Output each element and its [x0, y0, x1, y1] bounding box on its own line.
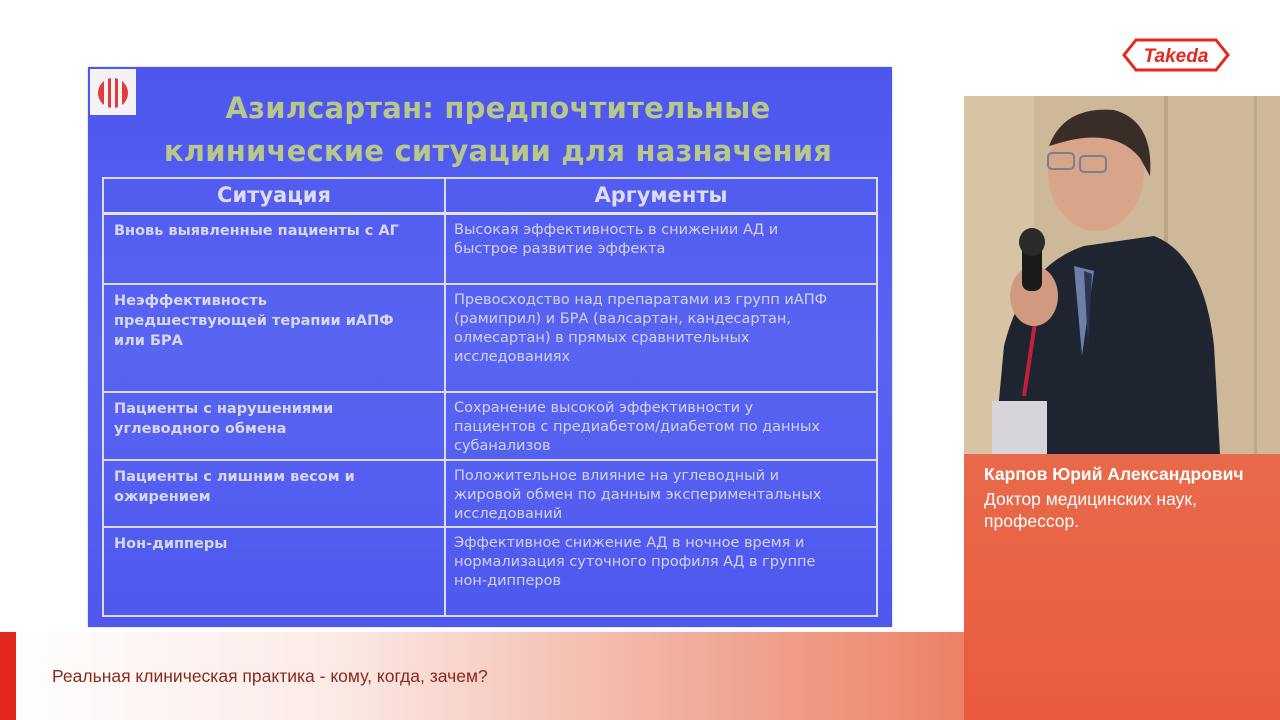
situation-cell: Вновь выявленные пациенты с АГ — [114, 223, 399, 239]
table-column-divider — [444, 179, 446, 615]
situation-cell: Пациенты с нарушениями углеводного обмена — [114, 401, 334, 437]
title-bar-accent — [0, 632, 16, 720]
speaker-name: Карпов Юрий Александрович — [984, 464, 1244, 484]
takeda-logo — [1118, 36, 1234, 74]
table-row — [104, 393, 876, 461]
lecture-title: Реальная клиническая практика - кому, когда, зачем? — [52, 666, 488, 686]
situation-cell: Неэффективность предшествующей терапии иАПФ или БРА — [114, 293, 394, 349]
argument-cell: Сохранение высокой эффективности у пациентов с предиабетом/диабетом по данных субанализов — [454, 400, 820, 454]
speaker-role: Доктор медицинских наук, профессор. — [984, 489, 1197, 531]
argument-cell: Высокая эффективность в снижении АД и быстрое развитие эффекта — [454, 222, 779, 257]
situations-table — [102, 177, 878, 617]
speaker-video — [964, 96, 1280, 454]
argument-cell: Превосходство над препаратами из групп иАПФ (рамиприл) и БРА (валсартан, кандесартан, олмесартан) в прямых сравнительных исследованиях — [454, 292, 828, 365]
table-row — [104, 215, 876, 285]
table-row — [104, 285, 876, 393]
speaker-info-panel — [964, 454, 1280, 720]
argument-cell: Положительное влияние на углеводный и жировой обмен по данным экспериментальных исследований — [454, 468, 822, 522]
slide-title: Азилсартан: предпочтительные клинические ситуации для назначения — [163, 91, 833, 168]
situation-cell: Пациенты с лишним весом и ожирением — [114, 469, 355, 505]
lecture-title-bar — [0, 632, 964, 720]
column-header-situation: Ситуация — [217, 183, 331, 207]
column-header-arguments: Аргументы — [594, 183, 728, 207]
takeda-logo-text: Takeda — [1143, 46, 1209, 67]
table-header — [104, 179, 876, 215]
argument-cell: Эффективное снижение АД в ночное время и нормализация суточного профиля АД в группе нон-дипперов — [454, 535, 816, 589]
table-row — [104, 461, 876, 528]
table-row — [104, 528, 876, 615]
presentation-slide — [88, 67, 892, 627]
situation-cell: Нон-дипперы — [114, 536, 228, 552]
